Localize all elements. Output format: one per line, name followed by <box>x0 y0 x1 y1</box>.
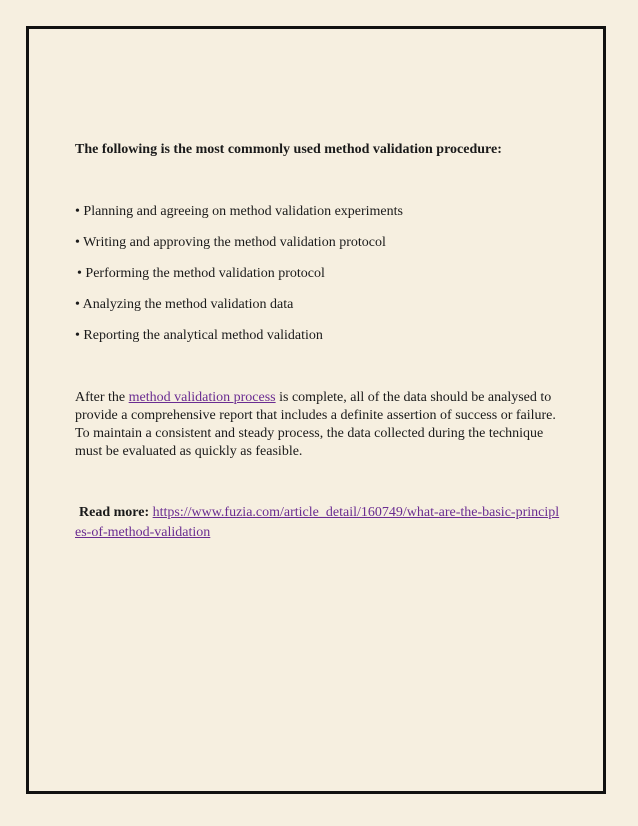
read-more-label: Read more: <box>79 505 150 520</box>
procedure-list <box>75 203 403 358</box>
summary-paragraph <box>75 389 565 461</box>
read-more-link[interactable]: https://www.fuzia.com/article_detail/160749/what-are-the-basic-principles-of-method-validation <box>75 505 560 540</box>
list-item: • Reporting the analytical method validation <box>75 328 323 343</box>
paragraph-text-before: After the <box>75 390 129 405</box>
list-item: • Performing the method validation protocol <box>77 266 325 281</box>
list-item: • Analyzing the method validation data <box>75 297 294 312</box>
read-more <box>75 503 565 543</box>
list-item: • Planning and agreeing on method validation experiments <box>75 204 403 219</box>
method-validation-process-link[interactable]: method validation process <box>128 390 276 405</box>
list-item: • Writing and approving the method validation protocol <box>75 235 386 250</box>
section-heading: The following is the most commonly used method validation procedure: <box>75 142 502 157</box>
paragraph-text-after: is complete, all of the data should be analysed to provide a comprehensive report that includes a definite assertion of success or failure. To maintain a consistent and steady process, the data collected during the technique must be evaluated as quickly as feasible. <box>75 390 556 459</box>
